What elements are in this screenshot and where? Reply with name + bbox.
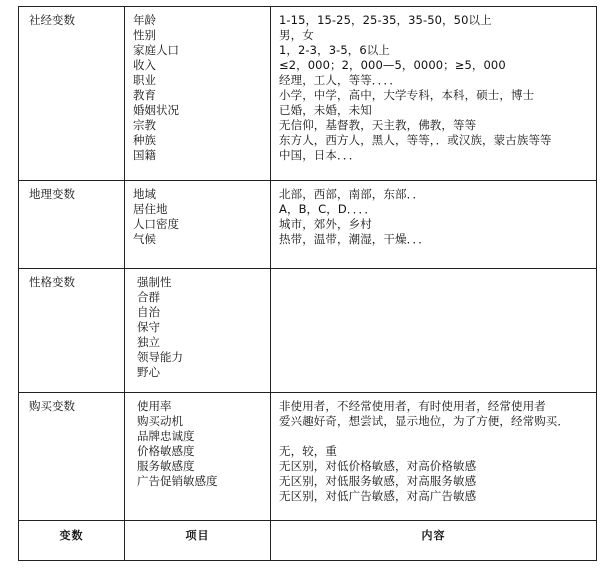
segmentation-variables-table [18, 6, 597, 561]
value-text: 无区别，对低价格敏感，对高价格敏感 [279, 459, 477, 473]
item-label: 职业 [133, 73, 156, 87]
value-text: 北部，西部，南部，东部．． [279, 187, 425, 201]
item-label: 家庭人口 [133, 43, 179, 57]
item-label: 教育 [133, 88, 156, 102]
value-text [279, 429, 596, 444]
value-text: 东方人，西方人，黑人，等等，．或汉族，蒙古族等等 [279, 133, 552, 147]
item-label: 性别 [133, 28, 156, 42]
item-label: 收入 [133, 58, 156, 72]
category-cell [19, 393, 125, 521]
category-cell [19, 181, 125, 269]
column-header-row [19, 521, 597, 561]
item-label: 领导能力 [137, 350, 183, 364]
values-cell [271, 393, 597, 521]
item-label: 人口密度 [133, 217, 179, 231]
values-cell [271, 7, 597, 181]
item-label: 年龄 [133, 13, 156, 27]
item-label: 自治 [137, 305, 160, 319]
items-cell [125, 393, 271, 521]
item-label: 服务敏感度 [137, 459, 195, 473]
value-text: 无区别，对低服务敏感，对高服务敏感 [279, 474, 477, 488]
item-label: 地域 [133, 187, 156, 201]
value-text: ≤2，000；2，000—5，0000；≥5，000 [279, 58, 506, 72]
item-label: 野心 [137, 365, 160, 379]
value-text: A，B，C，D．．．． [279, 202, 376, 216]
value-text: 男，女 [279, 28, 314, 42]
section-row-personality [19, 269, 597, 393]
item-label: 使用率 [137, 399, 172, 413]
items-cell [125, 269, 271, 393]
item-label: 保守 [137, 320, 160, 334]
values-cell [271, 181, 597, 269]
item-label: 独立 [137, 335, 160, 349]
value-text: 热带，温带，潮湿，干燥．．． [279, 232, 430, 246]
item-label: 购买动机 [137, 414, 183, 428]
category-label: 地理变数 [29, 187, 75, 201]
category-label: 性格变数 [29, 275, 75, 289]
item-label: 婚姻状况 [133, 103, 179, 117]
item-label: 强制性 [137, 275, 172, 289]
category-cell [19, 7, 125, 181]
value-text: 小学，中学，高中，大学专科，本科，硕士，博士 [279, 88, 535, 102]
category-label: 购买变数 [29, 399, 75, 413]
value-text: 城市，郊外，乡村 [279, 217, 372, 231]
value-text: 无区别，对低广告敏感，对高广告敏感 [279, 489, 477, 503]
item-label: 气候 [133, 232, 156, 246]
value-text: 无信仰，基督教，天主教，佛教，等等 [279, 118, 477, 132]
values-cell-empty [271, 269, 597, 393]
column-header-content [271, 521, 597, 561]
item-label: 广告促销敏感度 [137, 474, 218, 488]
section-row-purchase [19, 393, 597, 521]
items-cell [125, 181, 271, 269]
section-row-geographic [19, 181, 597, 269]
segmentation-document [18, 6, 596, 560]
item-label: 国籍 [133, 148, 156, 162]
column-header-label: 变数 [59, 529, 84, 542]
value-text: 非使用者，不经常使用者，有时使用者，经常使用者 [279, 399, 546, 413]
section-row-socioeconomic [19, 7, 597, 181]
value-text: 1，2-3，3-5，6以上 [279, 43, 390, 57]
column-header-label: 内容 [421, 529, 446, 542]
value-text: 爱兴趣好奇，想尝试，显示地位，为了方便，经常购买． [279, 414, 569, 428]
column-header-variable [19, 521, 125, 561]
category-label: 社经变数 [29, 13, 75, 27]
value-text: 中国，日本．．． [279, 148, 361, 162]
item-label: 宗教 [133, 118, 156, 132]
category-cell [19, 269, 125, 393]
column-header-item [125, 521, 271, 561]
items-cell [125, 7, 271, 181]
value-text: 无，较，重 [279, 444, 337, 458]
value-text: 1-15，15-25，25-35，35-50，50以上 [279, 13, 492, 27]
column-header-label: 项目 [185, 529, 210, 542]
item-label: 居住地 [133, 202, 168, 216]
item-label: 价格敏感度 [137, 444, 195, 458]
value-text: 经理，工人，等等．．．． [279, 73, 401, 87]
item-label: 合群 [137, 290, 160, 304]
item-label: 品牌忠诚度 [137, 429, 195, 443]
item-label: 种族 [133, 133, 156, 147]
value-text: 已婚，未婚，未知 [279, 103, 372, 117]
